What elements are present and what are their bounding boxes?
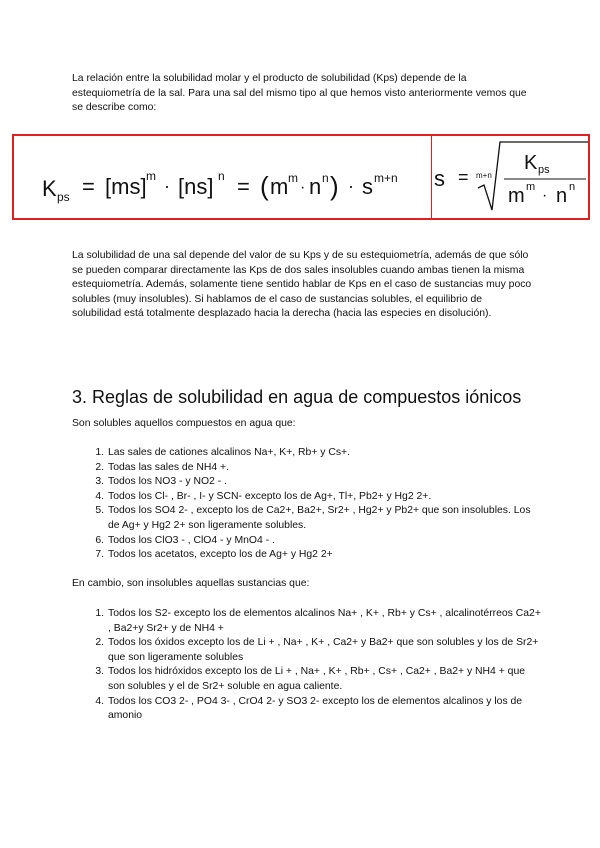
dot-operator-2: · [300,179,306,196]
solubility-root-formula [432,136,588,218]
list-number: 4. [95,695,104,707]
equals-sign-2: = [237,174,250,199]
list-item-text: Todos los SO4 2- , excepto los de Ca2+, Ba2+, Sr2+ , Hg2+ y Pb2+ que son insolubles. Los de Ag+ y Hg2 2+ son ligeramente solubles. [108,505,531,531]
intro-paragraph: La relación entre la solubilidad molar y el producto de solubilidad (Kps) depende de la estequiometría de la sal. Para una sal del mismo tipo al que hemos visto anteriormente vemos que se describe como: [72,73,527,114]
root-s: s [434,166,445,191]
root-denominator-m: m [508,185,525,207]
s-exponent: m+n [374,171,398,185]
list-item-text: Todos los S2- excepto los de elementos alcalinos Na+ , K+ , Rb+ y Cs+ , alcalinotérreos Ca2+ , Ba2+y Sr2+ y de NH4 + [108,608,541,634]
list-number: 3. [95,666,104,678]
list-item-text: Todas las sales de NH4 +. [108,461,229,473]
root-equals: = [458,167,469,187]
list-number: 3. [95,476,104,488]
list-item-text: Todos los NO3 - y NO2 - . [108,476,227,488]
dot-operator-3: · [348,176,354,196]
solubility-explanation: La solubilidad de una sal depende del valor de su Kps y de su estequiometría, además de que sólo se pueden comparar directamente las Kps de dos sales insolubles cuando ambas tienen la misma estequiometría. Además, solamente tiene sentido hablar de Kps en el caso de sustancias muy poco solubles (muy insolubles). Si hablamos de el caso de sustancias solubles, el equilibrio de solubilidad está totalmente desplazado hacia la derecha (hacia las especies en disolución). [72,250,532,320]
paren-open: ( [260,171,269,201]
list-item-text: Todos los hidróxidos excepto los de Li + , Na+ , K+ , Rb+ , Cs+ , Ca2+ , Ba2+ y NH4 + que son solubles y el de Sr2+ soluble en agua caliente. [108,666,526,692]
insoluble-rules-list [72,607,542,724]
list-item [72,607,542,636]
kps-formula [14,136,431,218]
list-item [72,534,542,549]
list-item-text: Las sales de cationes alcalinos Na+, K+, Rb+ y Cs+. [108,447,351,458]
root-numerator: K [524,152,538,174]
list-item [72,475,542,490]
list-item [72,548,542,563]
list-item [72,461,542,476]
root-denominator-n: n [556,185,568,207]
list-number: 2. [95,461,104,473]
list-item [72,504,542,533]
root-denominator-n-exponent: n [569,181,576,193]
list-item-text: Todos los CO3 2- , PO4 3- , CrO4 2- y SO3 2- excepto los de elementos alcalinos y los de amonio [108,695,523,722]
s-base: s [362,174,373,199]
kps-subscript: ps [57,190,70,204]
kps-symbol: K [42,176,57,201]
list-number: 7. [95,549,104,561]
insoluble-intro: En cambio, son insolubles aquellas sustancias que: [72,578,310,589]
list-number: 2. [95,637,104,649]
term-ms-exponent: m [146,169,156,183]
soluble-intro: Son solubles aquellos compuestos en agua que: [72,418,296,429]
m-base: m [270,174,289,199]
list-item-text: Todos los ClO3 - , ClO4 - y MnO4 - . [108,534,275,546]
soluble-rules-list [72,446,542,563]
list-number: 1. [95,608,104,619]
list-number: 5. [95,505,104,517]
list-item-text: Todos los Cl- , Br- , I- y SCN- excepto los de Ag+, Tl+, Pb2+ y Hg2 2+. [108,490,432,502]
list-item [72,665,542,694]
list-item [72,446,542,461]
term-ns: [ns] [178,174,214,199]
paren-close: ) [330,171,339,201]
n-base: n [309,174,322,199]
term-ns-exponent: n [218,169,225,183]
root-numerator-subscript: ps [538,164,550,176]
equals-sign: = [82,174,95,199]
root-denominator-m-exponent: m [526,181,536,193]
list-number: 4. [95,490,104,502]
dot-operator: · [164,176,170,196]
list-item [72,490,542,505]
term-ms: [ms] [105,174,147,199]
list-item [72,636,542,665]
list-number: 6. [95,534,104,546]
list-item-text: Todos los acetatos, excepto los de Ag+ y Hg2 2+ [108,549,333,561]
root-dot: · [542,187,548,204]
list-number: 1. [95,447,104,458]
list-item [72,695,542,724]
section-heading: 3. Reglas de solubilidad en agua de compuestos iónicos [72,387,522,407]
n-exponent: n [322,171,329,185]
formula-box [12,134,590,220]
m-exponent: m [288,171,298,185]
root-index: m+n [476,171,492,180]
list-item-text: Todos los óxidos excepto los de Li + , Na+ , K+ , Ca2+ y Ba2+ que son solubles y los de Sr2+ que son ligeramente solubles [108,637,539,663]
